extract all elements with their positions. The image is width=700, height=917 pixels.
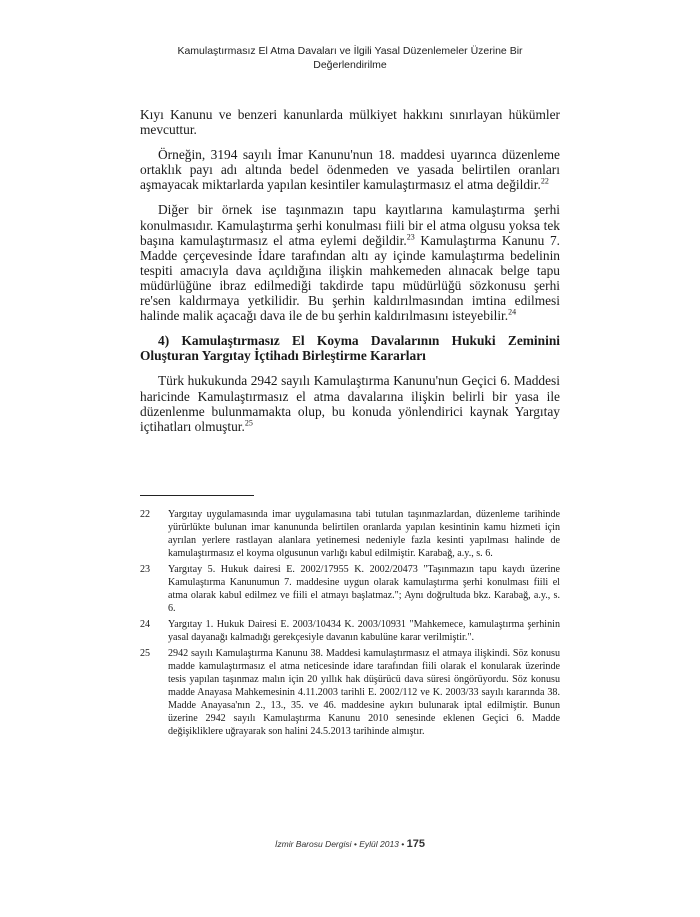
footnote-number: 24 — [140, 619, 151, 630]
page-number: 175 — [406, 838, 425, 850]
footnote-ref-24[interactable]: 24 — [508, 307, 517, 317]
footnote-text: Yargıtay 1. Hukuk Dairesi E. 2003/10434 K. 2003/10931 "Mahkemece, kamulaştırma şerhinin yasal dayanağı kalmadığı gerekçesiyle davanın kabulüne karar verilmiştir.". — [168, 619, 560, 643]
footnote-text: Yargıtay uygulamasında imar uygulamasına tabi tutulan taşınmazlardan, düzenleme tarihinde yürürlükte bulunan imar kanununda belirtilen oranlarda yapılan kesintinin kamu hizmeti için ayrılan yerlere rastlayan alanlara yetinemesi nedeniyle fazla kesinti yapılması halinde de kamulaştırmasız el koyma olgusunun varlığı kabul edilmiştir. Karabağ, a.y., s. 6. — [168, 509, 560, 559]
footnote-item — [140, 618, 560, 644]
footnote-item — [140, 508, 560, 560]
footnotes — [140, 508, 560, 741]
footnote-ref-25[interactable]: 25 — [244, 418, 253, 428]
paragraph-4-text: Türk hukukunda 2942 sayılı Kamulaştırma Kanunu'nun Geçici 6. Maddesi haricinde Kamulaştırmasız el atma davalarına ilişkin belirli bir yasa ile düzenlenme bulunmamakta olup, bu konuda yönlendirici kaynak Yargıtay içtihatları olmuştur. — [140, 373, 560, 434]
body-text — [140, 107, 560, 444]
paragraph-4 — [140, 373, 560, 433]
footnote-number: 22 — [140, 509, 151, 520]
section-heading: 4) Kamulaştırmasız El Koyma Davalarının Hukuki Zeminini Oluşturan Yargıtay İçtihadı Birleştirme Kararları — [140, 333, 560, 364]
footnote-text: 2942 sayılı Kamulaştırma Kanunu 38. Maddesi kamulaştırmasız el atmaya ilişkindi. Söz konusu madde kamulaştırmasız el atma neticesinde idare tarafından fiili olarak el konularak üzerinde tesis yapılan taşınmaz malın için 20 yıllık hak düşürücü dava süresi öngörüyordu. Söz konusu madde Anayasa Mahkemesinin 4.11.2003 tarihli E. 2002/112 ve K. 2003/33 sayılı kararında 38. Madde Anayasa'nın 2., 13., 35. ve 46. maddesine aykırı bulunarak iptal edilmiştir. Bunun üzerine 2942 sayılı Kamulaştırma Kanunu 2010 senesinde eklenen Geçici 6. Madde değişikliklere uğrayarak son halini 24.5.2013 tarihinde almıştır. — [168, 648, 560, 737]
paragraph-3-text-a: Diğer bir örnek ise taşınmazın tapu kayıtlarına kamulaştırma şerhi konulmasıdır. Kamulaştırma şerhi konulması fiili bir el atma olgusu yoksa tek başına kamulaştırmasız el atma eylemi değildir. — [140, 202, 560, 248]
footnote-divider — [140, 495, 254, 496]
paragraph-2-text: Örneğin, 3194 sayılı İmar Kanunu'nun 18. maddesi uyarınca düzenleme ortaklık payı adı altında bedel ödenmeden ve yasada belirtilen oranları aşmayacak miktarlarda yapılan kesintiler kamulaştırmasız el atma değildir. — [140, 147, 560, 193]
footnote-number: 25 — [140, 648, 151, 659]
footnote-ref-22[interactable]: 22 — [540, 176, 549, 186]
paragraph-3-text-b: Kamulaştırma Kanunu 7. Madde çerçevesinde İdare tarafından altı ay içinde kamulaştırma bedelinin tespiti amacıyla dava açıldığına ilişkin mahkemeden alınacak belge tapu müdürlüğüne ibraz edilmediği takdirde tapu müdürlüğü sözkonusu şerhi re'sen kaldırmaya yetkilidir. Bu şerhin kaldırılmasından imtina edilmesi halinde malik açacağı dava ile de bu şerhin kaldırılmasını isteyebilir. — [140, 232, 561, 324]
paragraph-1: Kıyı Kanunu ve benzeri kanunlarda mülkiyet hakkını sınırlayan hükümler mevcuttur. — [140, 107, 560, 138]
footnote-item — [140, 563, 560, 615]
journal-name: İzmir Barosu Dergisi • Eylül 2013 • — [275, 839, 405, 849]
running-head: Kamulaştırmasız El Atma Davaları ve İlgili Yasal Düzenlemeler Üzerine Bir Değerlendirilme — [177, 45, 523, 71]
footnote-number: 23 — [140, 564, 151, 575]
footnote-ref-23[interactable]: 23 — [406, 232, 415, 242]
paragraph-2 — [140, 147, 560, 192]
paragraph-3 — [140, 202, 560, 323]
footnote-item — [140, 647, 560, 738]
page-footer — [150, 838, 550, 850]
footnote-text: Yargıtay 5. Hukuk dairesi E. 2002/17955 K. 2002/20473 "Taşınmazın tapu kaydı üzerine Kamulaştırma Kanunumun 7. maddesine uygun olarak kamulaştırma şerhi konulması fiili el atma olarak kabul edilmez ve fiili el atmayı başlatmaz."; Aynı doğrultuda bkz. Karabağ, a.y., s. 6. — [168, 564, 560, 614]
